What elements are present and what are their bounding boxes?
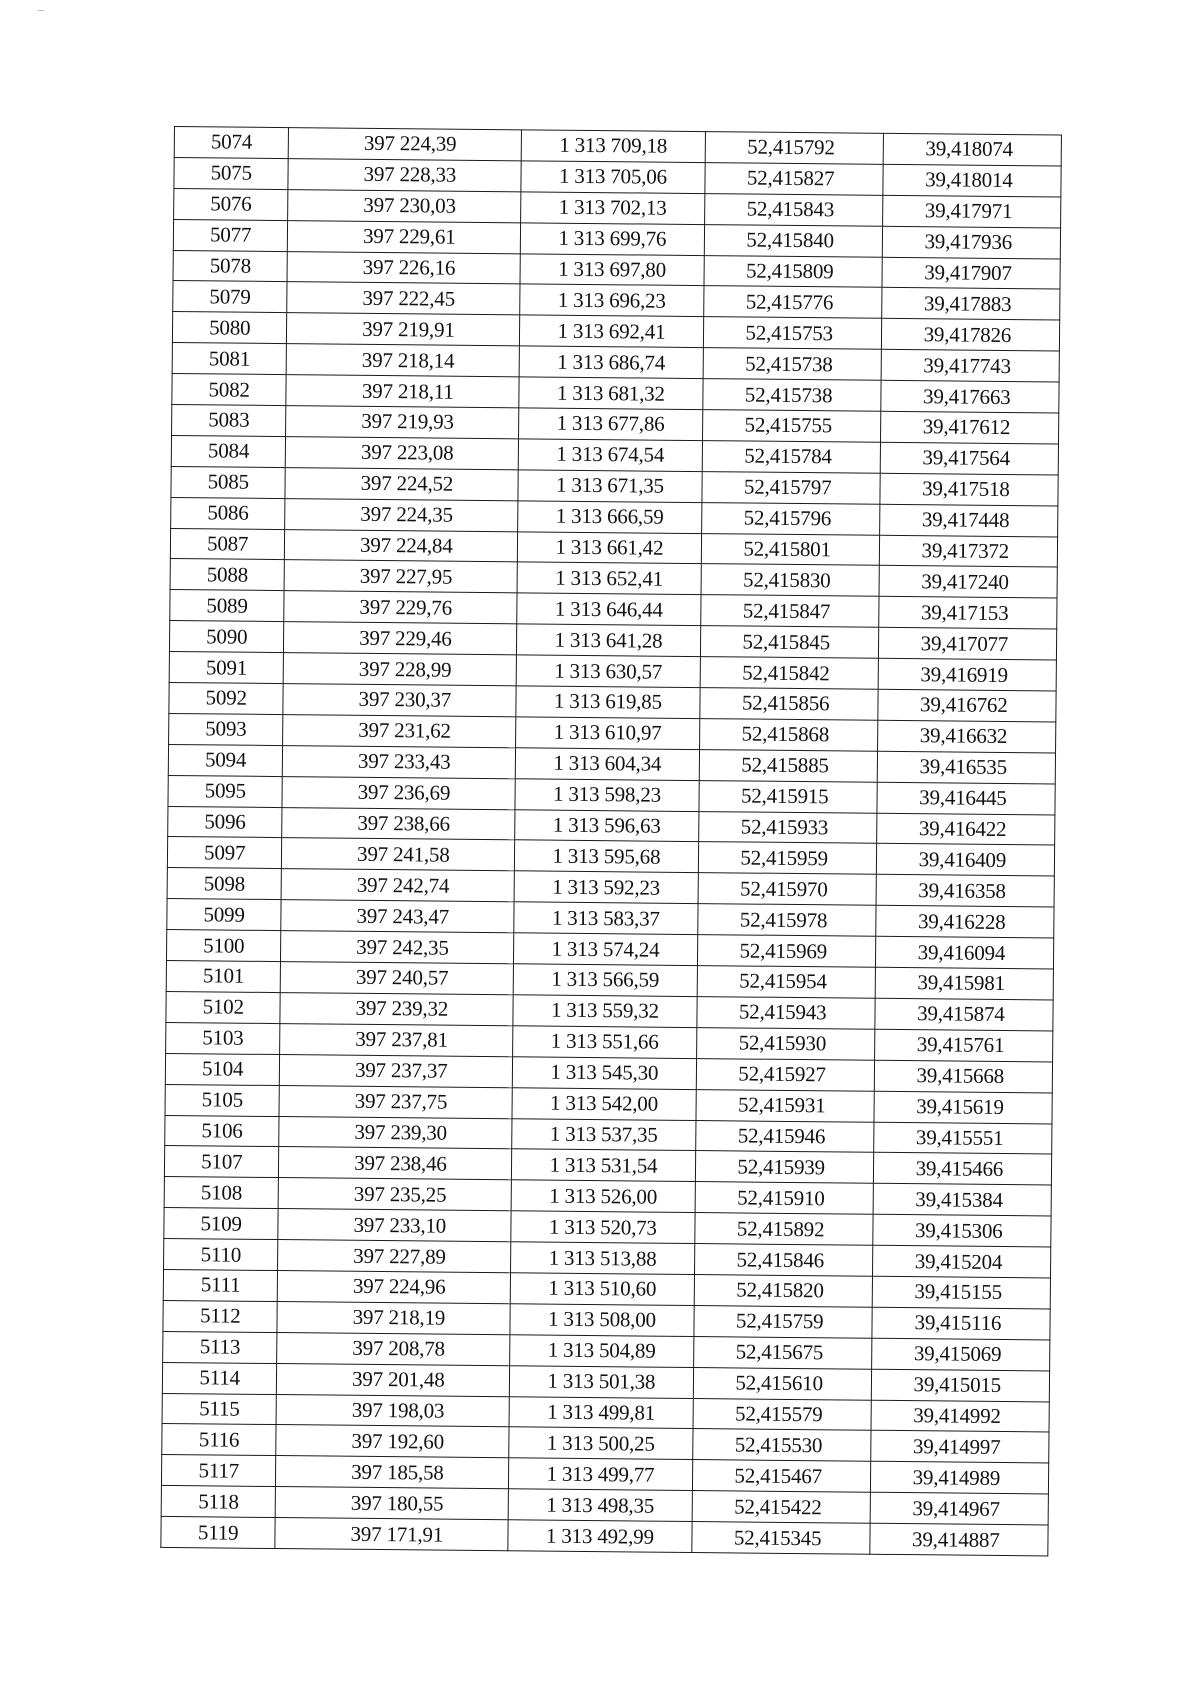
longitude-cell: 39,415204 [872, 1245, 1051, 1278]
longitude-cell: 39,416228 [876, 906, 1055, 939]
y-coordinate-cell: 1 313 500,25 [509, 1427, 693, 1460]
x-coordinate-cell: 397 230,37 [283, 684, 516, 717]
latitude-cell: 52,415796 [701, 502, 879, 535]
latitude-cell: 52,415910 [695, 1182, 873, 1215]
latitude-cell: 52,415915 [698, 780, 876, 813]
longitude-cell: 39,416632 [877, 720, 1056, 753]
point-number-cell: 5076 [174, 188, 289, 220]
longitude-cell: 39,417518 [880, 473, 1059, 506]
x-coordinate-cell: 397 218,19 [277, 1301, 510, 1334]
longitude-cell: 39,417153 [878, 597, 1057, 630]
latitude-cell: 52,415885 [699, 749, 877, 782]
point-number-cell: 5087 [170, 528, 285, 560]
y-coordinate-cell: 1 313 652,41 [517, 562, 701, 595]
longitude-cell: 39,418014 [883, 164, 1062, 197]
x-coordinate-cell: 397 192,60 [276, 1425, 509, 1458]
longitude-cell: 39,415981 [875, 967, 1054, 1000]
x-coordinate-cell: 397 238,66 [282, 807, 515, 840]
longitude-cell: 39,415668 [874, 1060, 1053, 1093]
x-coordinate-cell: 397 231,62 [283, 714, 516, 747]
latitude-cell: 52,415738 [703, 348, 881, 381]
latitude-cell: 52,415675 [693, 1336, 871, 1369]
longitude-cell: 39,414967 [870, 1492, 1049, 1525]
point-number-cell: 5096 [168, 806, 283, 838]
x-coordinate-cell: 397 227,95 [284, 560, 517, 593]
y-coordinate-cell: 1 313 504,89 [510, 1335, 694, 1368]
latitude-cell: 52,415933 [698, 811, 876, 844]
point-number-cell: 5117 [161, 1455, 276, 1487]
point-number-cell: 5107 [164, 1146, 279, 1178]
point-number-cell: 5113 [163, 1331, 278, 1363]
longitude-cell: 39,417936 [882, 226, 1061, 259]
y-coordinate-cell: 1 313 510,60 [510, 1273, 694, 1306]
y-coordinate-cell: 1 313 592,23 [514, 871, 698, 904]
point-number-cell: 5118 [161, 1486, 276, 1518]
latitude-cell: 52,415776 [703, 286, 881, 319]
x-coordinate-cell: 397 224,84 [285, 529, 518, 562]
longitude-cell: 39,416358 [876, 875, 1055, 908]
point-number-cell: 5104 [165, 1053, 280, 1085]
latitude-cell: 52,415939 [695, 1151, 873, 1184]
latitude-cell: 52,415856 [699, 688, 877, 721]
y-coordinate-cell: 1 313 499,81 [509, 1396, 693, 1429]
longitude-cell: 39,415466 [873, 1153, 1052, 1186]
y-coordinate-cell: 1 313 671,35 [518, 470, 702, 503]
longitude-cell: 39,415761 [874, 1029, 1053, 1062]
latitude-cell: 52,415846 [694, 1244, 872, 1277]
longitude-cell: 39,417826 [881, 319, 1060, 352]
latitude-cell: 52,415784 [702, 440, 880, 473]
point-number-cell: 5081 [172, 343, 287, 375]
y-coordinate-cell: 1 313 641,28 [517, 624, 701, 657]
x-coordinate-cell: 397 219,91 [287, 313, 520, 346]
point-number-cell: 5091 [169, 652, 284, 684]
point-number-cell: 5098 [167, 868, 282, 900]
y-coordinate-cell: 1 313 674,54 [518, 439, 702, 472]
y-coordinate-cell: 1 313 499,77 [509, 1458, 693, 1491]
latitude-cell: 52,415954 [697, 966, 875, 999]
x-coordinate-cell: 397 218,11 [286, 375, 519, 408]
point-number-cell: 5078 [173, 250, 288, 282]
y-coordinate-cell: 1 313 661,42 [518, 531, 702, 564]
latitude-cell: 52,415927 [696, 1058, 874, 1091]
latitude-cell: 52,415931 [696, 1089, 874, 1122]
y-coordinate-cell: 1 313 595,68 [515, 840, 699, 873]
point-number-cell: 5119 [161, 1517, 276, 1549]
latitude-cell: 52,415610 [693, 1367, 871, 1400]
x-coordinate-cell: 397 242,35 [281, 931, 514, 964]
x-coordinate-cell: 397 240,57 [281, 962, 514, 995]
longitude-cell: 39,416409 [876, 844, 1055, 877]
point-number-cell: 5111 [163, 1269, 278, 1301]
longitude-cell: 39,415551 [873, 1122, 1052, 1155]
point-number-cell: 5079 [173, 281, 288, 313]
x-coordinate-cell: 397 237,81 [280, 1023, 513, 1056]
y-coordinate-cell: 1 313 709,18 [521, 130, 705, 163]
point-number-cell: 5082 [172, 374, 287, 406]
point-number-cell: 5077 [173, 219, 288, 251]
longitude-cell: 39,417663 [881, 380, 1060, 413]
y-coordinate-cell: 1 313 508,00 [510, 1304, 694, 1337]
point-number-cell: 5110 [164, 1239, 279, 1271]
point-number-cell: 5090 [169, 621, 284, 653]
longitude-cell: 39,417240 [879, 566, 1058, 599]
x-coordinate-cell: 397 235,25 [279, 1178, 512, 1211]
y-coordinate-cell: 1 313 699,76 [521, 223, 705, 256]
x-coordinate-cell: 397 224,35 [285, 498, 518, 531]
latitude-cell: 52,415843 [704, 193, 882, 226]
y-coordinate-cell: 1 313 583,37 [514, 902, 698, 935]
longitude-cell: 39,417883 [881, 288, 1060, 321]
point-number-cell: 5094 [168, 744, 283, 776]
longitude-cell: 39,416445 [877, 782, 1056, 815]
latitude-cell: 52,415801 [701, 533, 879, 566]
longitude-cell: 39,414989 [870, 1462, 1049, 1495]
x-coordinate-cell: 397 198,03 [276, 1394, 509, 1427]
y-coordinate-cell: 1 313 696,23 [520, 284, 704, 317]
point-number-cell: 5103 [166, 1022, 281, 1054]
latitude-cell: 52,415946 [695, 1120, 873, 1153]
x-coordinate-cell: 397 243,47 [281, 900, 514, 933]
longitude-cell: 39,416535 [877, 751, 1056, 784]
point-number-cell: 5116 [162, 1424, 277, 1456]
x-coordinate-cell: 397 218,14 [287, 344, 520, 377]
latitude-cell: 52,415759 [693, 1305, 871, 1338]
latitude-cell: 52,415892 [694, 1213, 872, 1246]
latitude-cell: 52,415797 [701, 471, 879, 504]
longitude-cell: 39,415306 [873, 1214, 1052, 1247]
latitude-cell: 52,415738 [702, 379, 880, 412]
y-coordinate-cell: 1 313 513,88 [511, 1242, 695, 1275]
scan-mark [38, 10, 44, 11]
longitude-cell: 39,416762 [878, 689, 1057, 722]
coordinates-table [160, 126, 1062, 1556]
y-coordinate-cell: 1 313 492,99 [508, 1520, 692, 1553]
y-coordinate-cell: 1 313 574,24 [514, 933, 698, 966]
x-coordinate-cell: 397 208,78 [277, 1332, 510, 1365]
latitude-cell: 52,415755 [702, 410, 880, 443]
longitude-cell: 39,418074 [883, 133, 1062, 166]
y-coordinate-cell: 1 313 531,54 [512, 1149, 696, 1182]
y-coordinate-cell: 1 313 537,35 [512, 1118, 696, 1151]
point-number-cell: 5108 [164, 1177, 279, 1209]
y-coordinate-cell: 1 313 520,73 [511, 1211, 695, 1244]
y-coordinate-cell: 1 313 630,57 [516, 655, 700, 688]
x-coordinate-cell: 397 241,58 [282, 838, 515, 871]
longitude-cell: 39,415015 [871, 1369, 1050, 1402]
point-number-cell: 5106 [165, 1115, 280, 1147]
x-coordinate-cell: 397 223,08 [286, 436, 519, 469]
y-coordinate-cell: 1 313 566,59 [513, 964, 697, 997]
latitude-cell: 52,415842 [700, 657, 878, 690]
x-coordinate-cell: 397 224,52 [285, 467, 518, 500]
latitude-cell: 52,415969 [697, 935, 875, 968]
latitude-cell: 52,415467 [692, 1460, 870, 1493]
latitude-cell: 52,415970 [698, 873, 876, 906]
latitude-cell: 52,415820 [694, 1274, 872, 1307]
y-coordinate-cell: 1 313 681,32 [519, 377, 703, 410]
y-coordinate-cell: 1 313 542,00 [512, 1087, 696, 1120]
point-number-cell: 5112 [163, 1300, 278, 1332]
longitude-cell: 39,417564 [880, 442, 1059, 475]
point-number-cell: 5093 [169, 713, 284, 745]
latitude-cell: 52,415827 [704, 162, 882, 195]
x-coordinate-cell: 397 239,32 [280, 993, 513, 1026]
point-number-cell: 5101 [166, 961, 281, 993]
point-number-cell: 5105 [165, 1084, 280, 1116]
y-coordinate-cell: 1 313 559,32 [513, 995, 697, 1028]
y-coordinate-cell: 1 313 619,85 [516, 686, 700, 719]
latitude-cell: 52,415792 [705, 132, 883, 165]
x-coordinate-cell: 397 229,76 [284, 591, 517, 624]
x-coordinate-cell: 397 242,74 [281, 869, 514, 902]
y-coordinate-cell: 1 313 551,66 [513, 1026, 697, 1059]
y-coordinate-cell: 1 313 686,74 [519, 346, 703, 379]
latitude-cell: 52,415345 [691, 1522, 869, 1555]
y-coordinate-cell: 1 313 702,13 [521, 192, 705, 225]
latitude-cell: 52,415830 [701, 564, 879, 597]
longitude-cell: 39,417448 [879, 504, 1058, 537]
point-number-cell: 5095 [168, 775, 283, 807]
longitude-cell: 39,416094 [875, 936, 1054, 969]
x-coordinate-cell: 397 229,61 [288, 220, 521, 253]
x-coordinate-cell: 397 222,45 [287, 282, 520, 315]
latitude-cell: 52,415930 [696, 1027, 874, 1060]
point-number-cell: 5092 [169, 683, 284, 715]
y-coordinate-cell: 1 313 545,30 [513, 1057, 697, 1090]
point-number-cell: 5109 [164, 1208, 279, 1240]
y-coordinate-cell: 1 313 604,34 [516, 748, 700, 781]
point-number-cell: 5088 [170, 559, 285, 591]
y-coordinate-cell: 1 313 697,80 [520, 253, 704, 286]
longitude-cell: 39,417971 [882, 195, 1061, 228]
point-number-cell: 5100 [166, 930, 281, 962]
latitude-cell: 52,415959 [698, 842, 876, 875]
point-number-cell: 5083 [172, 405, 287, 437]
x-coordinate-cell: 397 180,55 [276, 1487, 509, 1520]
x-coordinate-cell: 397 226,16 [287, 251, 520, 284]
y-coordinate-cell: 1 313 501,38 [510, 1365, 694, 1398]
latitude-cell: 52,415530 [692, 1429, 870, 1462]
longitude-cell: 39,414887 [870, 1523, 1049, 1556]
longitude-cell: 39,415069 [871, 1338, 1050, 1371]
x-coordinate-cell: 397 237,37 [280, 1054, 513, 1087]
x-coordinate-cell: 397 224,96 [278, 1271, 511, 1304]
latitude-cell: 52,415868 [699, 718, 877, 751]
point-number-cell: 5084 [171, 435, 286, 467]
longitude-cell: 39,414992 [871, 1400, 1050, 1433]
latitude-cell: 52,415753 [703, 317, 881, 350]
longitude-cell: 39,416422 [876, 813, 1055, 846]
x-coordinate-cell: 397 237,75 [279, 1085, 512, 1118]
y-coordinate-cell: 1 313 692,41 [520, 315, 704, 348]
x-coordinate-cell: 397 233,10 [278, 1209, 511, 1242]
point-number-cell: 5099 [167, 899, 282, 931]
x-coordinate-cell: 397 201,48 [277, 1363, 510, 1396]
longitude-cell: 39,417907 [882, 257, 1061, 290]
x-coordinate-cell: 397 219,93 [286, 406, 519, 439]
y-coordinate-cell: 1 313 598,23 [515, 779, 699, 812]
x-coordinate-cell: 397 228,33 [288, 158, 521, 191]
point-number-cell: 5085 [171, 466, 286, 498]
point-number-cell: 5080 [172, 312, 287, 344]
x-coordinate-cell: 397 229,46 [284, 622, 517, 655]
point-number-cell: 5115 [162, 1393, 277, 1425]
x-coordinate-cell: 397 238,46 [279, 1147, 512, 1180]
longitude-cell: 39,415384 [873, 1184, 1052, 1217]
latitude-cell: 52,415809 [704, 255, 882, 288]
longitude-cell: 39,414997 [870, 1431, 1049, 1464]
latitude-cell: 52,415943 [696, 996, 874, 1029]
point-number-cell: 5114 [162, 1362, 277, 1394]
x-coordinate-cell: 397 185,58 [276, 1456, 509, 1489]
x-coordinate-cell: 397 171,91 [275, 1518, 508, 1551]
longitude-cell: 39,415874 [875, 998, 1054, 1031]
point-number-cell: 5075 [174, 157, 289, 189]
y-coordinate-cell: 1 313 498,35 [508, 1489, 692, 1522]
y-coordinate-cell: 1 313 677,86 [519, 408, 703, 441]
y-coordinate-cell: 1 313 646,44 [517, 593, 701, 626]
point-number-cell: 5089 [170, 590, 285, 622]
y-coordinate-cell: 1 313 596,63 [515, 809, 699, 842]
latitude-cell: 52,415422 [692, 1491, 870, 1524]
x-coordinate-cell: 397 228,99 [284, 653, 517, 686]
longitude-cell: 39,417743 [881, 350, 1060, 383]
longitude-cell: 39,417372 [879, 535, 1058, 568]
longitude-cell: 39,417077 [878, 628, 1057, 661]
x-coordinate-cell: 397 230,03 [288, 189, 521, 222]
latitude-cell: 52,415847 [700, 595, 878, 628]
y-coordinate-cell: 1 313 705,06 [521, 161, 705, 194]
point-number-cell: 5102 [166, 991, 281, 1023]
longitude-cell: 39,417612 [880, 411, 1059, 444]
longitude-cell: 39,415155 [872, 1276, 1051, 1309]
x-coordinate-cell: 397 224,39 [289, 128, 522, 161]
x-coordinate-cell: 397 233,43 [283, 745, 516, 778]
latitude-cell: 52,415845 [700, 626, 878, 659]
point-number-cell: 5097 [167, 837, 282, 869]
longitude-cell: 39,416919 [878, 658, 1057, 691]
y-coordinate-cell: 1 313 526,00 [511, 1180, 695, 1213]
point-number-cell: 5074 [174, 127, 289, 159]
point-number-cell: 5086 [171, 497, 286, 529]
coordinates-table-body [161, 127, 1062, 1556]
x-coordinate-cell: 397 239,30 [279, 1116, 512, 1149]
longitude-cell: 39,415619 [874, 1091, 1053, 1124]
latitude-cell: 52,415579 [693, 1398, 871, 1431]
x-coordinate-cell: 397 227,89 [278, 1240, 511, 1273]
y-coordinate-cell: 1 313 666,59 [518, 501, 702, 534]
latitude-cell: 52,415840 [704, 224, 882, 257]
latitude-cell: 52,415978 [697, 904, 875, 937]
y-coordinate-cell: 1 313 610,97 [516, 717, 700, 750]
longitude-cell: 39,415116 [872, 1307, 1051, 1340]
x-coordinate-cell: 397 236,69 [282, 776, 515, 809]
